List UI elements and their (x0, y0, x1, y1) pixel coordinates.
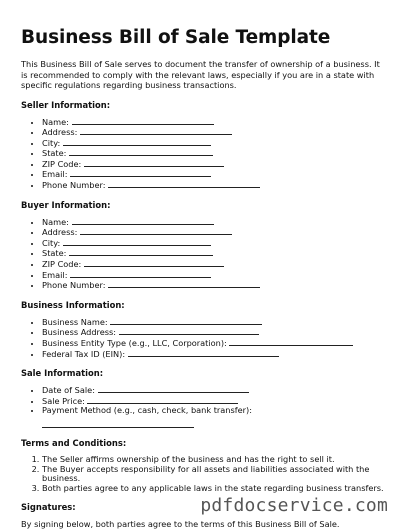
payment-method-field: • Payment Method (e.g., cash, check, bank transfer): (42, 406, 387, 416)
payment-method-blank[interactable] (42, 427, 194, 428)
sale-price-blank[interactable] (87, 396, 238, 404)
buyer-city-field: • City: (42, 238, 387, 249)
buyer-phone-blank[interactable] (108, 280, 260, 288)
business-address-field: • Business Address: (42, 327, 387, 338)
document-page (21, 26, 387, 529)
sale-date-field: • Date of Sale: (42, 385, 387, 396)
seller-fields (21, 117, 387, 191)
business-fields (21, 317, 387, 359)
buyer-zip-blank[interactable] (84, 259, 224, 267)
buyer-heading: Buyer Information: (21, 199, 111, 210)
sale-price-field: • Sale Price: (42, 396, 387, 407)
seller-address-blank[interactable] (80, 127, 232, 135)
sale-date-blank[interactable] (98, 385, 249, 393)
business-ein-blank[interactable] (128, 349, 279, 357)
watermark: pdfdocservice.com (200, 495, 388, 516)
seller-email-blank[interactable] (70, 169, 211, 177)
seller-city-field: • City: (42, 138, 387, 149)
term-item: 2. The Buyer accepts responsibility for all assets and liabilities associated with the business. (42, 465, 387, 484)
sale-fields (21, 385, 387, 416)
seller-phone-blank[interactable] (108, 180, 260, 188)
business-ein-field: • Federal Tax ID (EIN): (42, 349, 387, 360)
seller-zip-blank[interactable] (84, 159, 224, 167)
buyer-city-blank[interactable] (63, 238, 211, 246)
business-name-field: • Business Name: (42, 317, 387, 328)
business-heading: Business Information: (21, 299, 125, 310)
intro-paragraph: This Business Bill of Sale serves to document the transfer of ownership of a business. It is recommended to comply with the relevant laws, especially if you are in a state with specific regulations regarding business transactions. (21, 59, 380, 90)
seller-city-blank[interactable] (63, 138, 211, 146)
buyer-state-blank[interactable] (69, 248, 213, 256)
business-entity-field: • Business Entity Type (e.g., LLC, Corporation): (42, 338, 387, 349)
buyer-phone-field: • Phone Number: (42, 280, 387, 291)
seller-email-field: • Email: (42, 169, 387, 180)
business-name-blank[interactable] (110, 317, 262, 325)
seller-state-field: • State: (42, 148, 387, 159)
seller-heading: Seller Information: (21, 99, 111, 110)
terms-list (21, 455, 387, 493)
seller-phone-field: • Phone Number: (42, 180, 387, 191)
document-title: Business Bill of Sale Template (21, 27, 331, 48)
buyer-email-field: • Email: (42, 270, 387, 281)
buyer-zip-field: • ZIP Code: (42, 259, 387, 270)
seller-zip-field: • ZIP Code: (42, 159, 387, 170)
seller-name-blank[interactable] (72, 117, 214, 125)
terms-heading: Terms and Conditions: (21, 437, 127, 448)
signatures-statement: By signing below, both parties agree to the terms of this Business Bill of Sale. (21, 519, 340, 529)
buyer-state-field: • State: (42, 248, 387, 259)
business-entity-blank[interactable] (229, 338, 353, 346)
buyer-fields (21, 217, 387, 291)
buyer-address-field: • Address: (42, 227, 387, 238)
business-address-blank[interactable] (119, 327, 259, 335)
buyer-address-blank[interactable] (80, 227, 232, 235)
buyer-email-blank[interactable] (70, 270, 211, 278)
seller-state-blank[interactable] (69, 148, 213, 156)
buyer-name-field: • Name: (42, 217, 387, 228)
signatures-heading: Signatures: (21, 502, 76, 513)
term-item: 3. Both parties agree to any applicable laws in the state regarding business transfers. (42, 484, 387, 494)
seller-name-field: • Name: (42, 117, 387, 128)
sale-heading: Sale Information: (21, 368, 104, 379)
buyer-name-blank[interactable] (72, 217, 214, 225)
term-item: 1. The Seller affirms ownership of the business and has the right to sell it. (42, 455, 387, 465)
seller-address-field: • Address: (42, 127, 387, 138)
